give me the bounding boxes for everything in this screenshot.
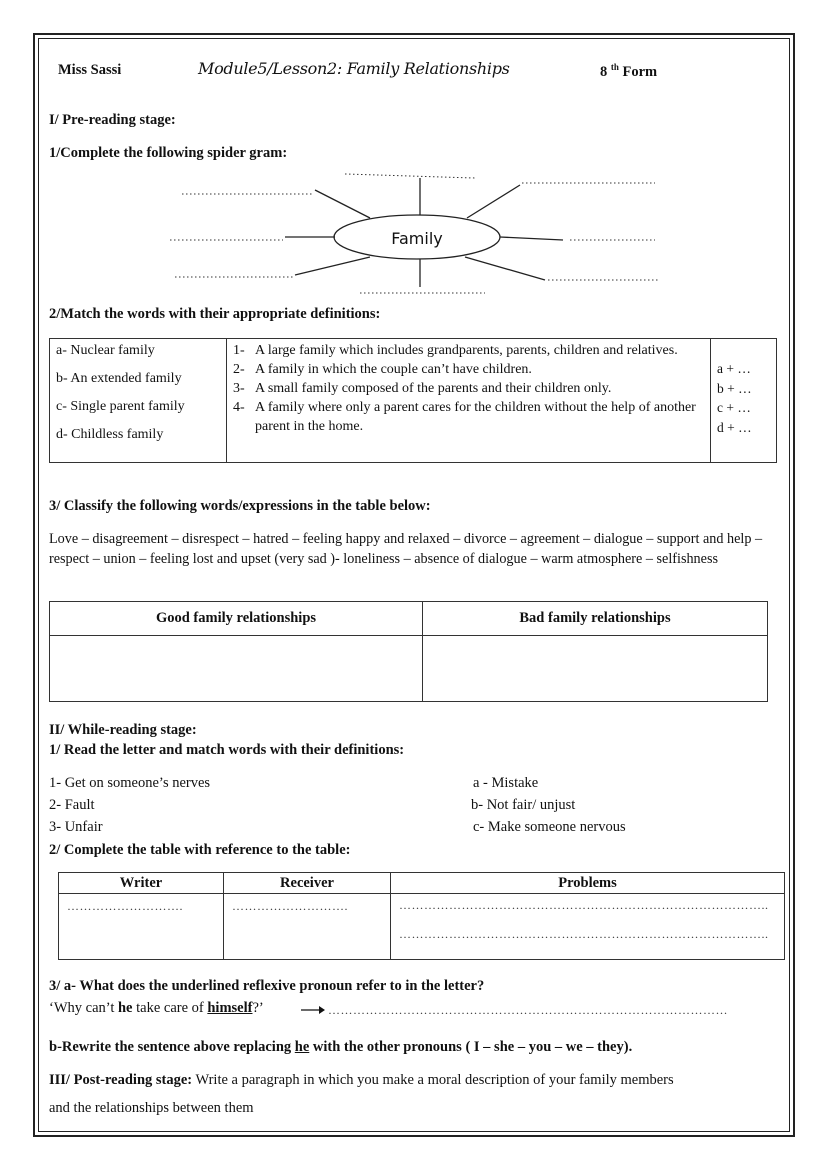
- classify-words: Love – disagreement – disrespect – hatred – feeling happy and relaxed – divorce – agreement – dialogue – support and help – respect – union – feeling lost and upset (very sad )- loneliness – absence of dialogue – warm atmosphere – selfishness: [49, 531, 763, 567]
- vocab-left-1: 1- Get on someone’s nerves: [49, 775, 211, 791]
- vocab-left-3: 3- Unfair: [49, 819, 103, 835]
- while-reading-heading: II/ While-reading stage:: [49, 722, 197, 738]
- definition-3: 3- A small family composed of the parents and their children only.: [233, 381, 612, 396]
- spider-gram-question: 1/Complete the following spider gram:: [49, 145, 288, 161]
- bad-relationships-cell[interactable]: [423, 636, 768, 702]
- reflexive-question: 3/ a- What does the underlined reflexive pronoun refer to in the letter?: [49, 978, 485, 994]
- post-reading-text: III/ Post-reading stage: Write a paragraph in which you make a moral description of your family members: [49, 1072, 674, 1088]
- problems-cell[interactable]: …………………………………………………………………………….. ……………………………………………………………………………..: [391, 894, 785, 960]
- bad-relationships-header: Bad family relationships: [423, 602, 768, 636]
- receiver-header: Receiver: [224, 873, 391, 894]
- letter-table: [58, 872, 785, 960]
- quote-sentence: ‘Why can’t he take care of himself?’: [49, 1000, 264, 1016]
- vocab-right-a: a - Mistake: [473, 775, 539, 791]
- classify-table: [49, 601, 768, 702]
- match-question: 2/Match the words with their appropriate definitions:: [49, 306, 381, 322]
- problems-header: Problems: [391, 873, 785, 894]
- pre-reading-heading: I/ Pre-reading stage:: [49, 112, 176, 128]
- answer-c[interactable]: c + …: [717, 400, 751, 415]
- post-reading-heading: III/ Post-reading stage:: [49, 1072, 193, 1088]
- family-type-a: a- Nuclear family: [56, 343, 155, 358]
- read-letter-question: 1/ Read the letter and match words with their definitions:: [49, 742, 405, 758]
- answer-d[interactable]: d + …: [717, 419, 752, 435]
- form-level: 8 $^{th}$ Form: [600, 62, 658, 80]
- spider-center-label: Family: [391, 229, 443, 248]
- answers-cell: [711, 339, 777, 463]
- definition-2: 2- A family in which the couple can’t have children.: [233, 362, 532, 377]
- family-type-b: b- An extended family: [56, 371, 182, 386]
- definitions-cell: [227, 339, 711, 463]
- classify-question: 3/ Classify the following words/expressions in the table below:: [49, 498, 431, 514]
- definition-1: 1- A large family which includes grandparents, parents, children and relatives.: [233, 343, 678, 358]
- receiver-cell[interactable]: ……………………….: [224, 894, 391, 960]
- spider-gram: [165, 165, 665, 305]
- good-relationships-cell[interactable]: [50, 636, 423, 702]
- vocab-right-b: b- Not fair/ unjust: [471, 797, 576, 813]
- good-relationships-header: Good family relationships: [50, 602, 423, 636]
- answer-a[interactable]: a + …: [717, 361, 751, 376]
- definition-4: 4- A family where only a parent cares for the children without the help of another parent in the home.: [233, 400, 696, 434]
- family-type-c: c- Single parent family: [56, 399, 185, 414]
- complete-table-question: 2/ Complete the table with reference to the table:: [49, 842, 351, 858]
- worksheet-title: Module5/Lesson2: Family Relationships: [198, 59, 510, 78]
- writer-header: Writer: [59, 873, 224, 894]
- family-type-d: d- Childless family: [56, 427, 164, 442]
- post-reading-text-line2: and the relationships between them: [49, 1100, 254, 1116]
- family-types-cell: [50, 339, 227, 463]
- writer-cell[interactable]: ……………………….: [59, 894, 224, 960]
- teacher-name: Miss Sassi: [58, 62, 122, 78]
- quote-answer-line[interactable]: ……………………………………………………………………………………: [328, 1003, 728, 1017]
- vocab-left-2: 2- Fault: [49, 797, 95, 813]
- match-table: [49, 338, 777, 463]
- answer-b[interactable]: b + …: [717, 380, 752, 396]
- vocab-right-c: c- Make someone nervous: [473, 819, 626, 835]
- rewrite-question: b-Rewrite the sentence above replacing he with the other pronouns ( I – she – you – we – they).: [49, 1039, 633, 1055]
- arrow-right-icon: [300, 1004, 326, 1016]
